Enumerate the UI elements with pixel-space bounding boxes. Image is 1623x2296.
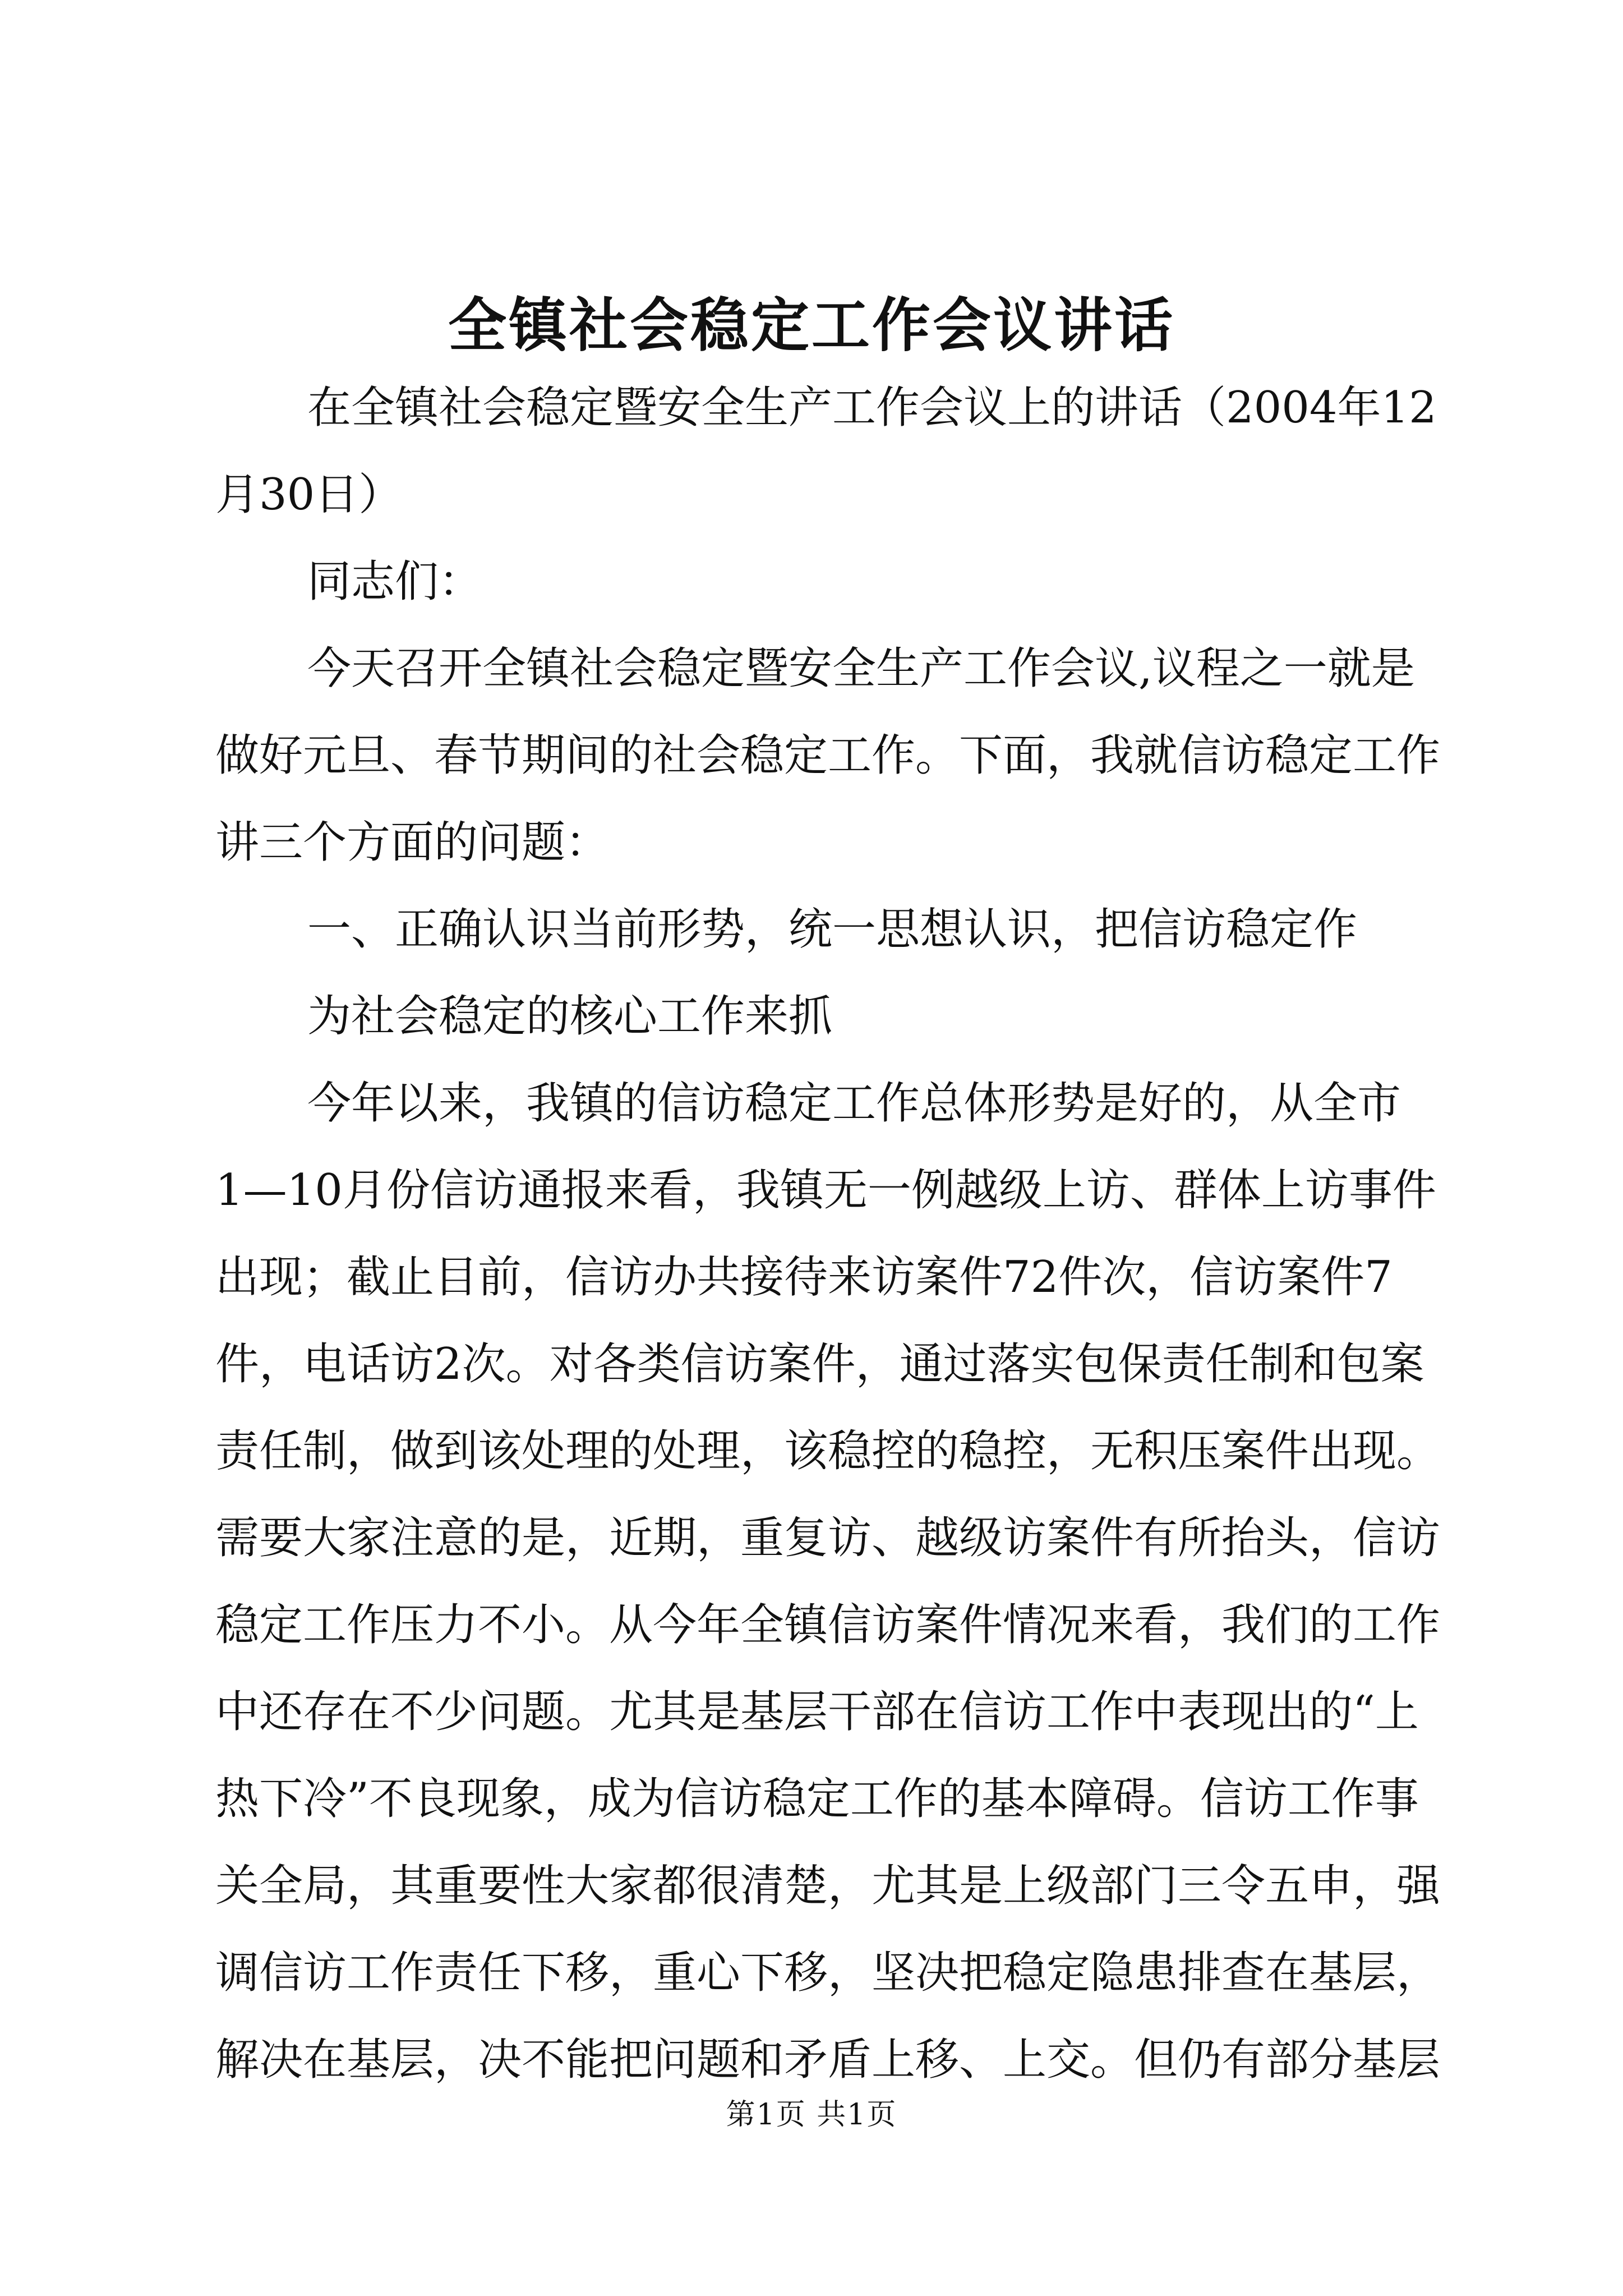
- text-line: 件，电话访2次。对各类信访案件，通过落实包保责任制和包案: [215, 1339, 1424, 1389]
- text-line: 需要大家注意的是，近期，重复访、越级访案件有所抬头，信访: [215, 1513, 1441, 1563]
- section-heading-line: 为社会稳定的核心工作来抓: [307, 991, 833, 1042]
- text-line: 1—10月份信访通报来看，我镇无一例越级上访、群体上访事件: [215, 1165, 1436, 1216]
- text-line: 中还存在不少问题。尤其是基层干部在信访工作中表现出的“上: [215, 1687, 1419, 1737]
- text-line: 调信访工作责任下移，重心下移，坚决把稳定隐患排查在基层，: [215, 1948, 1441, 1998]
- text-line: 月30日）: [215, 470, 403, 520]
- text-line: 解决在基层，决不能把问题和矛盾上移、上交。但仍有部分基层: [215, 2035, 1441, 2085]
- text-line: 今天召开全镇社会稳定暨安全生产工作会议,议程之一就是: [307, 643, 1415, 694]
- document-title: 全镇社会稳定工作会议讲话: [448, 291, 1175, 360]
- text-line: 同志们：: [307, 556, 483, 607]
- text-line: 关全局，其重要性大家都很清楚，尤其是上级部门三令五申，强: [215, 1861, 1441, 1911]
- text-line: 在全镇社会稳定暨安全生产工作会议上的讲话（2004年12: [307, 383, 1437, 433]
- text-line: 责任制，做到该处理的处理，该稳控的稳控，无积压案件出现。: [215, 1426, 1441, 1476]
- page-footer: 第1页 共1页: [726, 2098, 897, 2132]
- text-line: 热下冷”不良现象，成为信访稳定工作的基本障碍。信访工作事: [215, 1774, 1419, 1824]
- text-line: 做好元旦、春节期间的社会稳定工作。下面，我就信访稳定工作: [215, 730, 1441, 781]
- section-heading-line: 一、正确认识当前形势，统一思想认识，把信访稳定作: [307, 904, 1358, 955]
- text-line: 稳定工作压力不小。从今年全镇信访案件情况来看，我们的工作: [215, 1600, 1441, 1650]
- document-body: [215, 365, 1441, 2104]
- text-line: 今年以来，我镇的信访稳定工作总体形势是好的，从全市: [307, 1078, 1401, 1129]
- text-line: 讲三个方面的问题：: [215, 817, 610, 868]
- text-line: 出现；截止目前，信访办共接待来访案件72件次，信访案件7: [215, 1252, 1393, 1303]
